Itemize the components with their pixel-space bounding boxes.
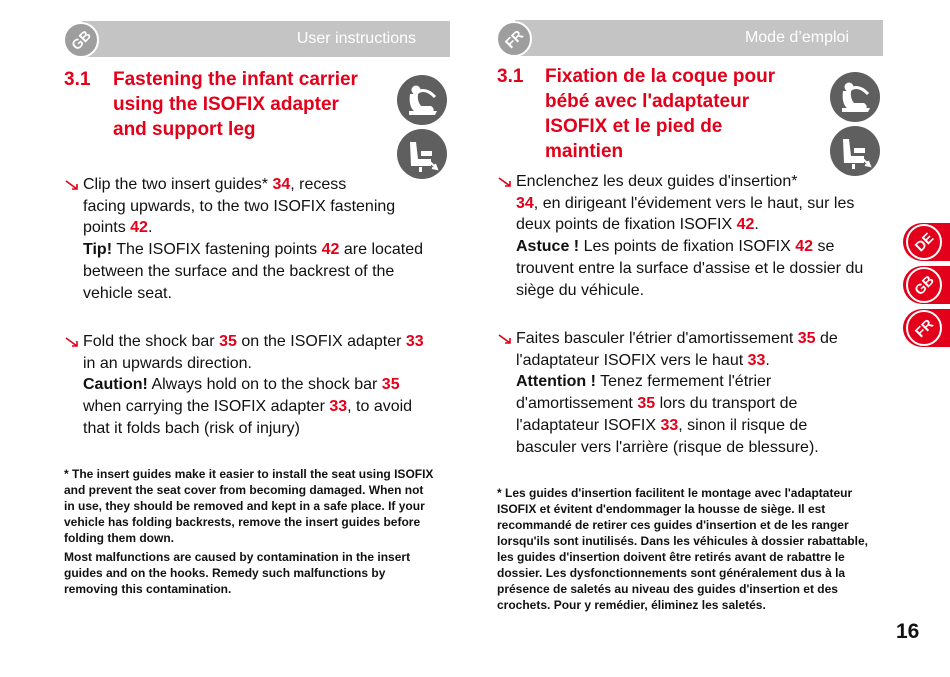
side-tab-fr-label: FR xyxy=(899,303,950,354)
isofix-seat-icon xyxy=(830,126,880,176)
right-language-badge: FR xyxy=(489,14,540,65)
bullet-arrow-icon xyxy=(64,336,80,350)
side-tab-gb[interactable] xyxy=(903,266,950,304)
isofix-seat-icon xyxy=(397,129,447,179)
right-section-number: 3.1 xyxy=(497,66,524,87)
left-footnote-insert-guides: * The insert guides make it easier to install the seat using ISOFIX and prevent the seat cover from becoming damaged. When not in use, they should be removed and kept in a safe place. If your vehicle has folding backrests, remove the insert guides before folding them down. xyxy=(64,467,434,545)
page-number: 16 xyxy=(896,620,920,643)
bullet-arrow-icon xyxy=(497,333,513,347)
side-tab-de[interactable] xyxy=(903,223,950,261)
left-section-number: 3.1 xyxy=(64,69,91,90)
infant-carrier-icon xyxy=(397,75,447,125)
tip-label: Tip! xyxy=(83,241,113,259)
bullet-arrow-icon xyxy=(497,176,513,190)
right-section-title: Fixation de la coque pour bébé avec l'adaptateur ISOFIX et le pied de maintien xyxy=(545,66,776,162)
side-tab-de-label: DE xyxy=(899,217,950,268)
right-step-clip-guides: Enclenchez les deux guides d'insertion* 34, en dirigeant l'évidement vers le haut, sur les deux points de fixation ISOFIX 42. Astuce ! Les points de fixation ISOFIX 42 se trouvent entre la surface d'assise et le dossier du siège du véhicule. xyxy=(497,171,892,301)
left-footnote-malfunctions: Most malfunctions are caused by contamination in the insert guides and on the hooks. Remedy such malfunctions by removing this contamination. xyxy=(64,550,411,596)
side-tab-gb-label: GB xyxy=(899,260,950,311)
infant-carrier-icon xyxy=(830,72,880,122)
right-footnote: * Les guides d'insertion facilitent le montage avec l'adaptateur ISOFIX et évitent d'endommager la housse de siège. Il est recommandé de retirer ces guides d'insertion et de les ranger lorsqu'ils sont inutilisés. Dans les véhicules à dossier rabattable, les guides d'insertion doivent être retirés avant de rabattre le dossier. Les dysfonctionnements sont généralement dus à la présence de saletés au niveau des guides d'insertion et des crochets. Pour y remédier, éliminez les saletés. xyxy=(497,486,868,612)
left-header-title: User instructions xyxy=(296,30,416,47)
side-tab-fr[interactable] xyxy=(903,309,950,347)
left-language-badge: GB xyxy=(56,15,107,66)
left-footnote xyxy=(64,466,434,597)
right-step-fold-shock-bar: Faites basculer l'étrier d'amortissement 35 de l'adaptateur ISOFIX vers le haut 33. Attention ! Tenez fermement l'étrier d'amortissement 35 lors du transport de l'adaptateur ISOFIX 33, sinon il risque de basculer vers l'arrière (risque de blessure). xyxy=(497,328,892,458)
tip-label: Astuce ! xyxy=(516,238,580,256)
caution-label: Caution! xyxy=(83,376,148,394)
left-header-bar xyxy=(82,21,450,57)
right-header-title: Mode d’emploi xyxy=(744,29,849,46)
bullet-arrow-icon xyxy=(64,179,80,193)
left-step-fold-shock-bar: Fold the shock bar 35 on the ISOFIX adapter 33 in an upwards direction. Caution! Always hold on to the shock bar 35 when carrying the ISOFIX adapter 33, to avoid that it folds bach (risk of injury) xyxy=(64,331,454,440)
caution-label: Attention ! xyxy=(516,373,596,391)
left-section-title: Fastening the infant carrier using the ISOFIX adapter and support leg xyxy=(113,69,358,140)
left-step-clip-guides: Clip the two insert guides* 34, recess facing upwards, to the two ISOFIX fastening points 42. Tip! The ISOFIX fastening points 42 are located between the surface and the backrest of the vehicle seat. xyxy=(64,174,454,304)
right-header-bar xyxy=(515,20,883,56)
